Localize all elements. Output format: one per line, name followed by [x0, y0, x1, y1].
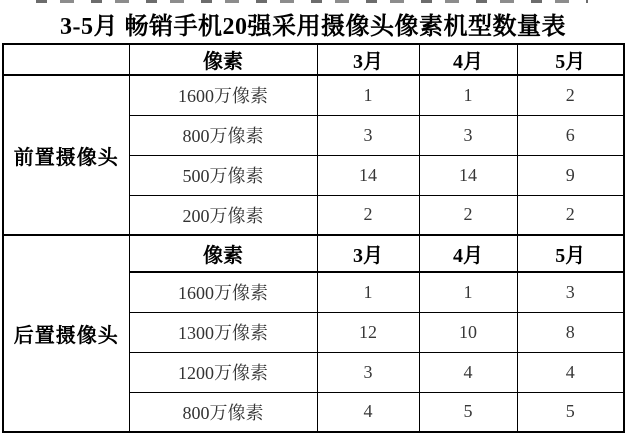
count-cell: 2	[317, 195, 419, 235]
count-cell: 9	[517, 155, 624, 195]
column-header-pixel: 像素	[129, 44, 317, 75]
count-cell: 8	[517, 312, 624, 352]
count-cell: 1	[419, 75, 517, 115]
pixel-label-cell: 1200万像素	[129, 352, 317, 392]
column-header-april: 4月	[419, 235, 517, 272]
count-cell: 1	[419, 272, 517, 312]
row-group-rear-camera: 后置摄像头	[3, 235, 129, 432]
column-header-may: 5月	[517, 44, 624, 75]
count-cell: 3	[517, 272, 624, 312]
count-cell: 2	[517, 75, 624, 115]
count-cell: 2	[419, 195, 517, 235]
pixel-label-cell: 1600万像素	[129, 75, 317, 115]
count-cell: 4	[517, 352, 624, 392]
count-cell: 14	[317, 155, 419, 195]
count-cell: 4	[419, 352, 517, 392]
row-group-front-camera: 前置摄像头	[3, 75, 129, 235]
count-cell: 6	[517, 115, 624, 155]
corner-cell	[3, 44, 129, 75]
count-cell: 3	[317, 115, 419, 155]
count-cell: 12	[317, 312, 419, 352]
column-header-march: 3月	[317, 235, 419, 272]
count-cell: 10	[419, 312, 517, 352]
pixel-label-cell: 1600万像素	[129, 272, 317, 312]
count-cell: 3	[419, 115, 517, 155]
count-cell: 14	[419, 155, 517, 195]
count-cell: 1	[317, 75, 419, 115]
count-cell: 5	[517, 392, 624, 432]
pixel-label-cell: 800万像素	[129, 392, 317, 432]
camera-pixel-count-table	[2, 43, 625, 433]
column-header-pixel: 像素	[129, 235, 317, 272]
pixel-label-cell: 200万像素	[129, 195, 317, 235]
count-cell: 1	[317, 272, 419, 312]
column-header-april: 4月	[419, 44, 517, 75]
count-cell: 3	[317, 352, 419, 392]
column-header-may: 5月	[517, 235, 624, 272]
column-header-march: 3月	[317, 44, 419, 75]
pixel-label-cell: 800万像素	[129, 115, 317, 155]
count-cell: 5	[419, 392, 517, 432]
table-header-row-front	[3, 44, 624, 75]
page-title: 3-5月 畅销手机20强采用摄像头像素机型数量表	[60, 14, 566, 40]
pixel-label-cell: 1300万像素	[129, 312, 317, 352]
table-header-row-rear	[3, 235, 624, 272]
count-cell: 2	[517, 195, 624, 235]
count-cell: 4	[317, 392, 419, 432]
cropped-text-artifact	[36, 0, 588, 3]
table-row	[3, 75, 624, 115]
pixel-label-cell: 500万像素	[129, 155, 317, 195]
